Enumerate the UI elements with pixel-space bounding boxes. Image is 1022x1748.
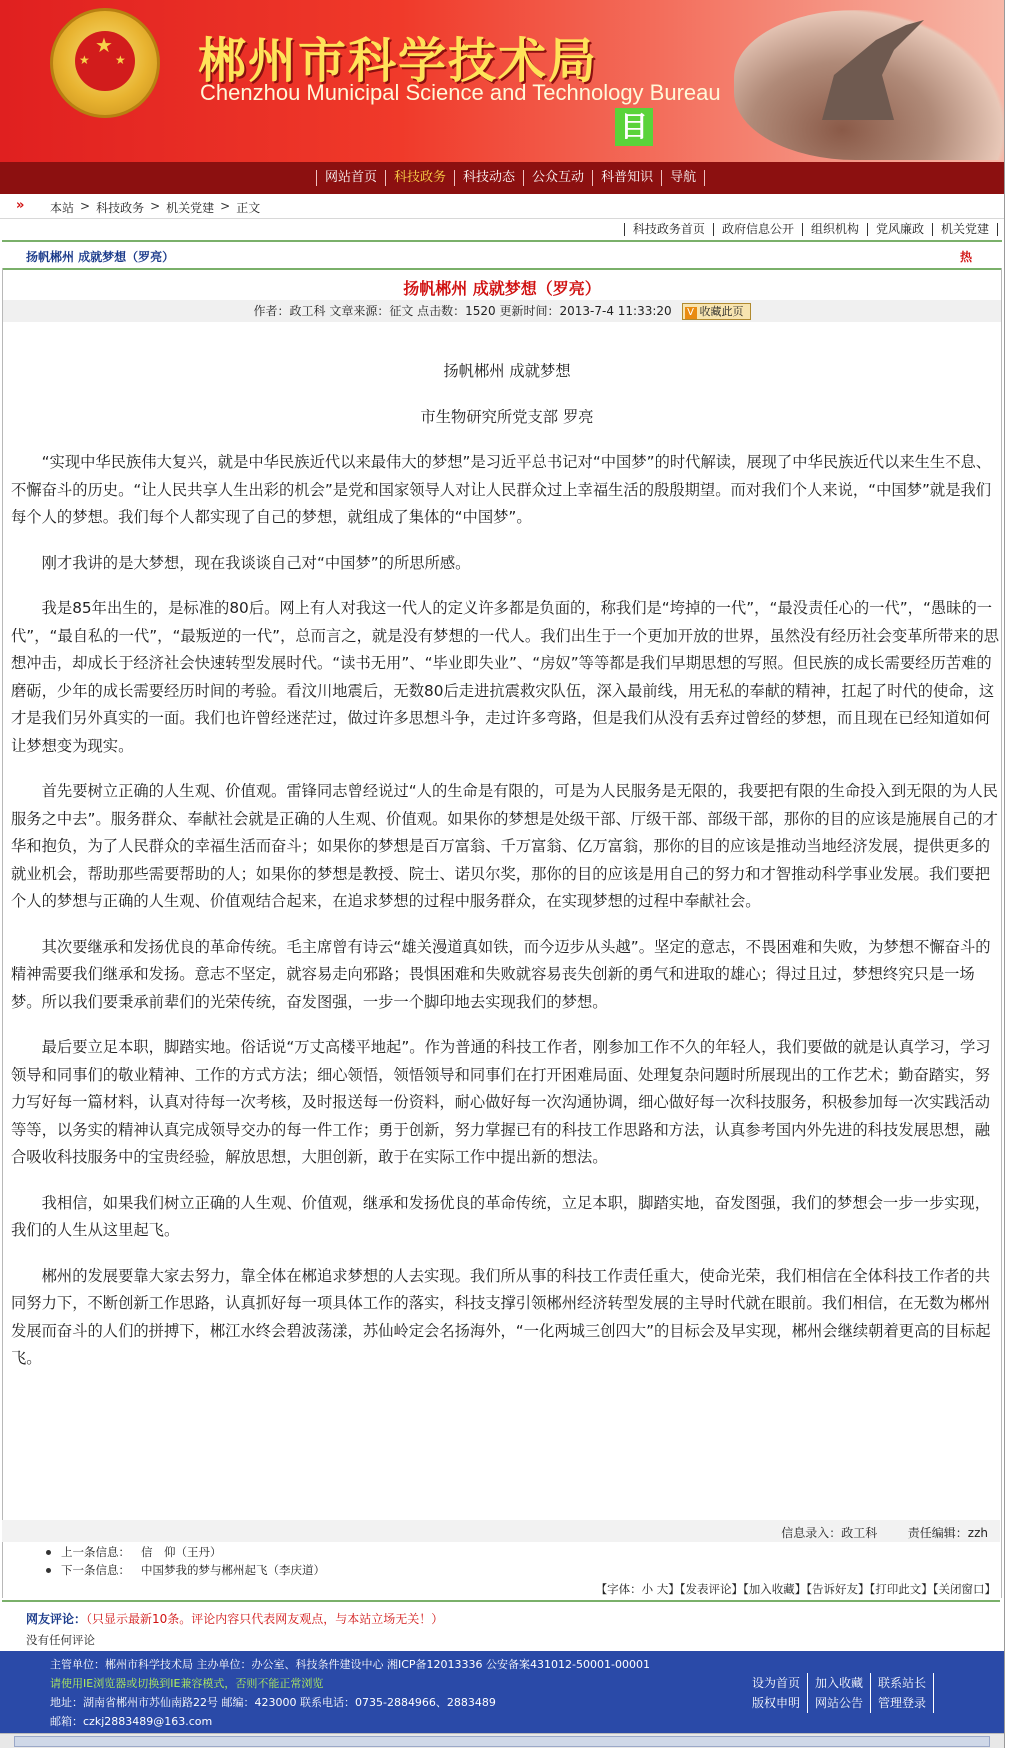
site-banner <box>0 0 1004 162</box>
favorite-icon: V <box>685 307 697 319</box>
nav-item-affairs[interactable]: 科技政务 <box>385 170 454 186</box>
footer-link-copyright[interactable]: 版权申明 <box>752 1693 808 1713</box>
breadcrumb-item-site[interactable]: 本站 <box>50 201 75 215</box>
nav-item-science[interactable]: 科普知识 <box>592 170 661 186</box>
site-title: 郴州市科学技术局 <box>198 33 599 89</box>
article-meta-text: 作者：政工科 文章来源：征文 点击数：1520 更新时间：2013-7-4 11:33:20 <box>253 304 672 318</box>
favorite-label: 收藏此页 <box>699 305 744 318</box>
footer-line-2: 请使用IE浏览器或切换到IE兼容模式，否则不能正常浏览 <box>50 1677 324 1690</box>
comments-section <box>2 1600 1000 1652</box>
footer-link-contact[interactable]: 联系站长 <box>871 1673 934 1693</box>
article-paragraph: 郴州的发展要靠大家去努力，靠全体在郴追求梦想的人去实现。我们所从事的科技工作责任重大，使命光荣，我们相信在全体科技工作者的共同努力下，不断创新工作思路，认真抓好每一项具体工作的落实，科技支撑引领郴州经济转型发展的主导时代就在眼前。我们相信，在无数为郴州发展而奋斗的人们的拼搏下，郴江水终会碧波荡漾，苏仙岭定会名扬海外，“一化两城三创四大”的目标会及早实现，郴州会继续朝着更高的目标起飞。 <box>11 1266 991 1367</box>
footer-link-favorite[interactable]: 加入收藏 <box>808 1673 871 1693</box>
subnav-item-party[interactable]: 机关党建 <box>932 223 998 236</box>
site-footer <box>0 1651 1004 1733</box>
titlebar-title: 扬帆郴州 成就梦想（罗亮） <box>26 250 175 264</box>
article-tools[interactable]: 【字体：小 大】【发表评论】【加入收藏】【告诉好友】【打印此文】【关闭窗口】 <box>595 1582 996 1596</box>
comments-note: （只显示最新10条。评论内容只代表网友观点，与本站立场无关！） <box>86 1612 444 1626</box>
article-heading: 扬帆郴州 成就梦想 <box>443 362 571 380</box>
double-arrow-icon: » <box>16 198 25 213</box>
main-nav <box>0 162 1004 194</box>
national-emblem-icon: ★ ★ ★ <box>50 8 160 118</box>
footer-link-notice[interactable]: 网站公告 <box>808 1693 871 1713</box>
article-meta <box>3 300 1001 322</box>
banner-tag: 目 <box>615 108 653 146</box>
article-paragraph: 最后要立足本职，脚踏实地。俗话说“万丈高楼平地起”。作为普通的科技工作者，刚参加工作不久的年轻人，我们要做的就是认真学习，学习领导和同事们的敬业精神、工作的方式方法；细心领悟，领悟领导和同事们在打开困难局面、处理复杂问题时所展现出的工作艺术；勤奋踏实，努力写好每一篇材料，认真对待每一次考核，及时报送每一份资料，耐心做好每一次沟通协调，细心做好每一次科技服务，积极参加每一次实践活动等等，以务实的精神认真完成领导交办的每一件工作；勇于创新，努力掌握已有的科技工作思路和方法，认真参考国内外先进的科技发展思想，融合吸收科技服务中的宝贵经验，解放思想，大胆创新，敢于在实际工作中提出新的想法。 <box>11 1038 991 1166</box>
footer-link-admin[interactable]: 管理登录 <box>871 1693 934 1713</box>
article-paragraph: 刚才我讲的是大梦想，现在我谈谈自己对“中国梦”的所思所感。 <box>41 553 471 572</box>
breadcrumb-item-affairs[interactable]: 科技政务 <box>96 201 145 215</box>
nav-item-home[interactable]: 网站首页 <box>316 170 385 186</box>
article-paragraph: “实现中华民族伟大复兴，就是中华民族近代以来最伟大的梦想”是习近平总书记对“中国梦”的时代解读，展现了中华民族近代以来生生不息、不懈奋斗的历史。“让人民共享人生出彩的机会”是党和国家领导人对让人民群众过上幸福生活的殷殷期望。而对我们个人来说，“中国梦”就是我们每个人的梦想。我们每个人都实现了自己的梦想，就组成了集体的“中国梦”。 <box>11 453 992 526</box>
article-paragraph: 其次要继承和发扬优良的革命传统。毛主席曾有诗云“雄关漫道真如铁，而今迈步从头越”。坚定的意志，不畏困难和失败，为梦想不懈奋斗的精神需要我们继承和发扬。意志不坚定，就容易走向邪路；畏惧困难和失败就容易丧失创新的勇气和进取的雄心；得过且过，梦想终究只是一场梦。所以我们要秉承前辈们的光荣传统，奋发图强，一步一个脚印地去实现我们的梦想。 <box>11 937 991 1011</box>
article-paragraph: 我相信，如果我们树立正确的人生观、价值观，继承和发扬优良的革命传统，立足本职，脚踏实地，奋发图强，我们的梦想会一步一步实现，我们的人生从这里起飞。 <box>11 1193 991 1239</box>
article-body <box>11 358 1003 1391</box>
breadcrumb-item-party[interactable]: 机关党建 <box>166 201 215 215</box>
entry-value: 政工科 <box>841 1526 878 1540</box>
subnav-item-organization[interactable]: 组织机构 <box>802 223 867 236</box>
nav-item-guide[interactable]: 导航 <box>661 170 705 186</box>
nav-item-interaction[interactable]: 公众互动 <box>523 170 592 186</box>
editor-value: zzh <box>967 1526 988 1540</box>
article-titlebar <box>2 240 1002 270</box>
prev-next-links: 上一条信息： 信 仰（王丹） 下一条信息： 中国梦我的梦与郴州起飞（李庆道） <box>46 1543 325 1579</box>
article-paragraph: 首先要树立正确的人生观、价值观。雷锋同志曾经说过“人的生命是有限的，可是为人民服务是无限的，我要把有限的生命投入到无限的为人民服务之中去”。服务群众、奉献社会就是正确的人生观、价值观。如果你的梦想是处级干部、厅级干部、部级干部，那你的目的应该是施展自己的才华和抱负，为了人民群众的幸福生活而奋斗；如果你的梦想是百万富翁、千万富翁、亿万富翁，那你的目的应该是推动当地经济发展，提供更多的就业机会，帮助那些需要帮助的人；如果你的梦想是教授、院士、诺贝尔奖，那你的目的应该是用自己的努力和才智推动科学事业发展。我们要把个人的梦想与正确的人生观、价值观结合起来，在追求梦想的过程中服务群众，在实现梦想的过程中奉献社会。 <box>11 782 998 910</box>
scrollbar-thumb[interactable] <box>14 1736 990 1747</box>
article-paragraph: 我是85年出生的，是标准的80后。网上有人对我这一代人的定义许多都是负面的，称我们是“垮掉的一代”，“最没责任心的一代”，“愚昧的一代”，“最自私的一代”，“最叛逆的一代”，总而言之，就是没有梦想的一代人。我们出生于一个更加开放的世界，虽然没有经历社会变革所带来的思想冲击，却成长于经济社会快速转型发展时代。“读书无用”、“毕业即失业”、“房奴”等等都是我们早期思想的写照。但民族的成长需要经历苦难的磨砺，少年的成长需要经历时间的考验。看汶川地震后，无数80后走进抗震救灾队伍，深入最前线，用无私的奉献的精神，扛起了时代的使命，这才是我们另外真实的一面。我们也许曾经迷茫过，做过许多思想斗争，走过许多弯路，但是我们从没有丢弃过曾经的梦想，而且现在已经知道如何让梦想变为现实。 <box>11 599 1000 755</box>
sub-nav <box>0 218 1004 241</box>
subnav-item-affairs-home[interactable]: 科技政务首页 <box>624 223 713 236</box>
prev-article-link[interactable]: 信 仰（王丹） <box>140 1545 222 1559</box>
comments-heading: 网友评论： <box>26 1612 87 1626</box>
hot-badge: 热 <box>959 250 972 264</box>
subnav-item-disclosure[interactable]: 政府信息公开 <box>713 223 802 236</box>
bullet-icon <box>46 1568 51 1573</box>
article-container <box>2 268 1002 1598</box>
comments-empty: 没有任何评论 <box>26 1633 95 1647</box>
footer-line-3: 地址：湖南省郴州市苏仙南路22号 邮编：423000 联系电话：0735-2884966、2883489 <box>50 1696 496 1709</box>
breadcrumb: » 本站 > 科技政务 > 机关党建 > 正文 <box>16 198 261 215</box>
nav-item-news[interactable]: 科技动态 <box>454 170 523 186</box>
editor-info: 信息录入：政工科 责任编辑：zzh <box>2 1520 1000 1542</box>
next-article-link[interactable]: 中国梦我的梦与郴州起飞（李庆道） <box>140 1563 325 1577</box>
footer-line-1: 主管单位：郴州市科学技术局 主办单位：办公室、科技条件建设中心 湘ICP备12013336 公安备案431012-50001-00001 <box>50 1658 650 1671</box>
site-subtitle: Chenzhou Municipal Science and Technology Bureau <box>200 80 721 105</box>
breadcrumb-item-current: 正文 <box>236 201 261 215</box>
subnav-item-integrity[interactable]: 党风廉政 <box>867 223 932 236</box>
favorite-button[interactable] <box>682 303 751 320</box>
horizontal-scrollbar[interactable] <box>0 1733 1004 1748</box>
article-title: 扬帆郴州 成就梦想（罗亮） <box>403 279 601 298</box>
footer-line-4: 邮箱：czkj2883489@163.com <box>50 1715 213 1728</box>
footer-link-homepage[interactable]: 设为首页 <box>752 1673 808 1693</box>
article-byline: 市生物研究所党支部 罗亮 <box>420 407 594 426</box>
bullet-icon <box>46 1550 51 1555</box>
